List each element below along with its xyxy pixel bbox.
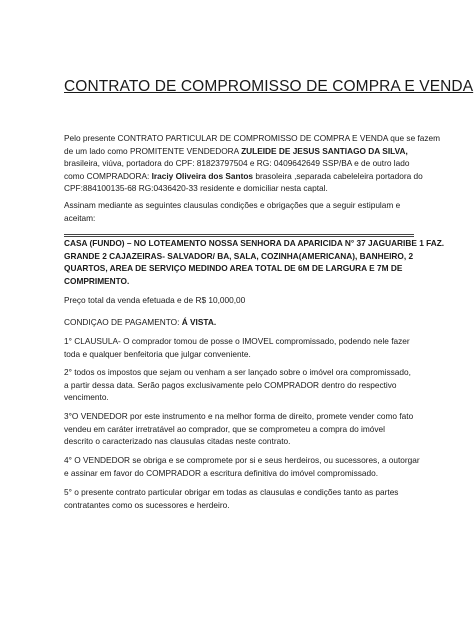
clause-2-line-3: vencimento. xyxy=(64,392,109,403)
clause-5 xyxy=(64,486,418,511)
property-line-2: GRANDE 2 CAJAZEIRAS- SALVADOR/ BA, SALA, COZINHA(AMERICANA), BANHEIRO, 2 xyxy=(64,250,414,261)
price-line: Preço total da venda efetuada e de R$ 10,000,00 xyxy=(64,295,246,305)
clause-1-line-1: 1° CLAUSULA- O comprador tomou de posse o IMOVEL compromissado, podendo nele fazer xyxy=(64,336,410,346)
intro-line-4-text: como COMPRADORA: xyxy=(64,170,152,181)
intro-line-1: Pelo presente CONTRATO PARTICULAR DE COMPROMISSO DE COMPRA E VENDA que se fazem xyxy=(64,133,441,143)
clause-4 xyxy=(64,454,418,479)
assinam-line-1: Assinam mediante as seguintes clausulas condições e obrigações que a seguir estipulam e xyxy=(64,200,401,210)
clause-2-line-2: a partir dessa data. Serão pagos exclusivamente pelo COMPRADOR dentro do respectivo xyxy=(64,379,397,390)
payment-label: CONDIÇAO DE PAGAMENTO: xyxy=(64,317,182,327)
seller-name: ZULEIDE DE JESUS SANTIAGO DA SILVA, xyxy=(241,145,408,156)
payment-paragraph xyxy=(64,316,418,329)
property-line-1: CASA (FUNDO) – NO LOTEAMENTO NOSSA SENHORA DA APARICIDA N° 37 JAGUARIBE 1 FAZ. xyxy=(64,238,445,248)
intro-line-3: brasileira, viúva, portadora do CPF: 81823797504 e RG: 0409642649 SSP/BA e de outro lado xyxy=(64,158,410,169)
clause-4-line-2: e assinar em favor do COMPRADOR a escritura definitiva do imóvel compromissado. xyxy=(64,467,379,478)
intro-line-5: CPF:884100135-68 RG:0436420-33 residente e domiciliar nesta captal. xyxy=(64,183,328,194)
document-title: CONTRATO DE COMPROMISSO DE COMPRA E VENDA xyxy=(64,78,474,95)
intro-line-2 xyxy=(64,145,418,158)
clause-5-line-2: contratantes como os sucessores e herdeiro. xyxy=(64,499,230,510)
clause-1 xyxy=(64,335,418,360)
property-line-4: COMPRIMENTO. xyxy=(64,275,130,286)
clause-2 xyxy=(64,366,418,404)
intro-line-4 xyxy=(64,170,423,183)
clause-1-line-2: toda e qualquer benfeitoria que julgar conveniente. xyxy=(64,348,251,359)
buyer-name: Iraciy Oliveira dos Santos xyxy=(151,170,254,181)
clause-3-line-2: vendeu em caráter irretratável ao comprador, que se comprometeu a compra do imóvel xyxy=(64,423,385,434)
assinam-paragraph xyxy=(64,199,418,224)
payment-value: Á VISTA. xyxy=(181,317,217,327)
intro-paragraph xyxy=(64,132,441,195)
clause-5-line-1: 5° o presente contrato particular obrigar em todas as clausulas e condições tanto as partes xyxy=(64,487,399,497)
clause-2-line-1: 2° todos os impostos que sejam ou venham a ser lançado sobre o imóvel ora compromissado, xyxy=(64,367,411,377)
intro-line-4-rest: brasoleira ,separada cabeleleira portadora do xyxy=(253,170,423,181)
clause-3-line-3: descrito o caracterizado nas clausulas citadas neste contrato. xyxy=(64,436,291,447)
property-line-3: QUARTOS, AREA DE SERVIÇO MEDINDO AREA TOTAL DE 6M DE LARGURA E 7M DE xyxy=(64,263,403,274)
clause-3-line-1: 3°O VENDEDOR por este instrumento e na melhor forma de direito, promete vender como fato xyxy=(64,411,414,421)
property-description xyxy=(64,234,445,287)
payment-line xyxy=(64,316,418,329)
assinam-line-2: aceitam: xyxy=(64,212,96,223)
clause-4-line-1: 4° O VENDEDOR se obriga e se compromete por si e seus herdeiros, ou sucessores, a outorgar xyxy=(64,455,420,465)
intro-line-2-text: de um lado como PROMITENTE VENDEDORA xyxy=(64,145,242,156)
clause-3 xyxy=(64,410,418,448)
price-paragraph xyxy=(64,294,418,307)
